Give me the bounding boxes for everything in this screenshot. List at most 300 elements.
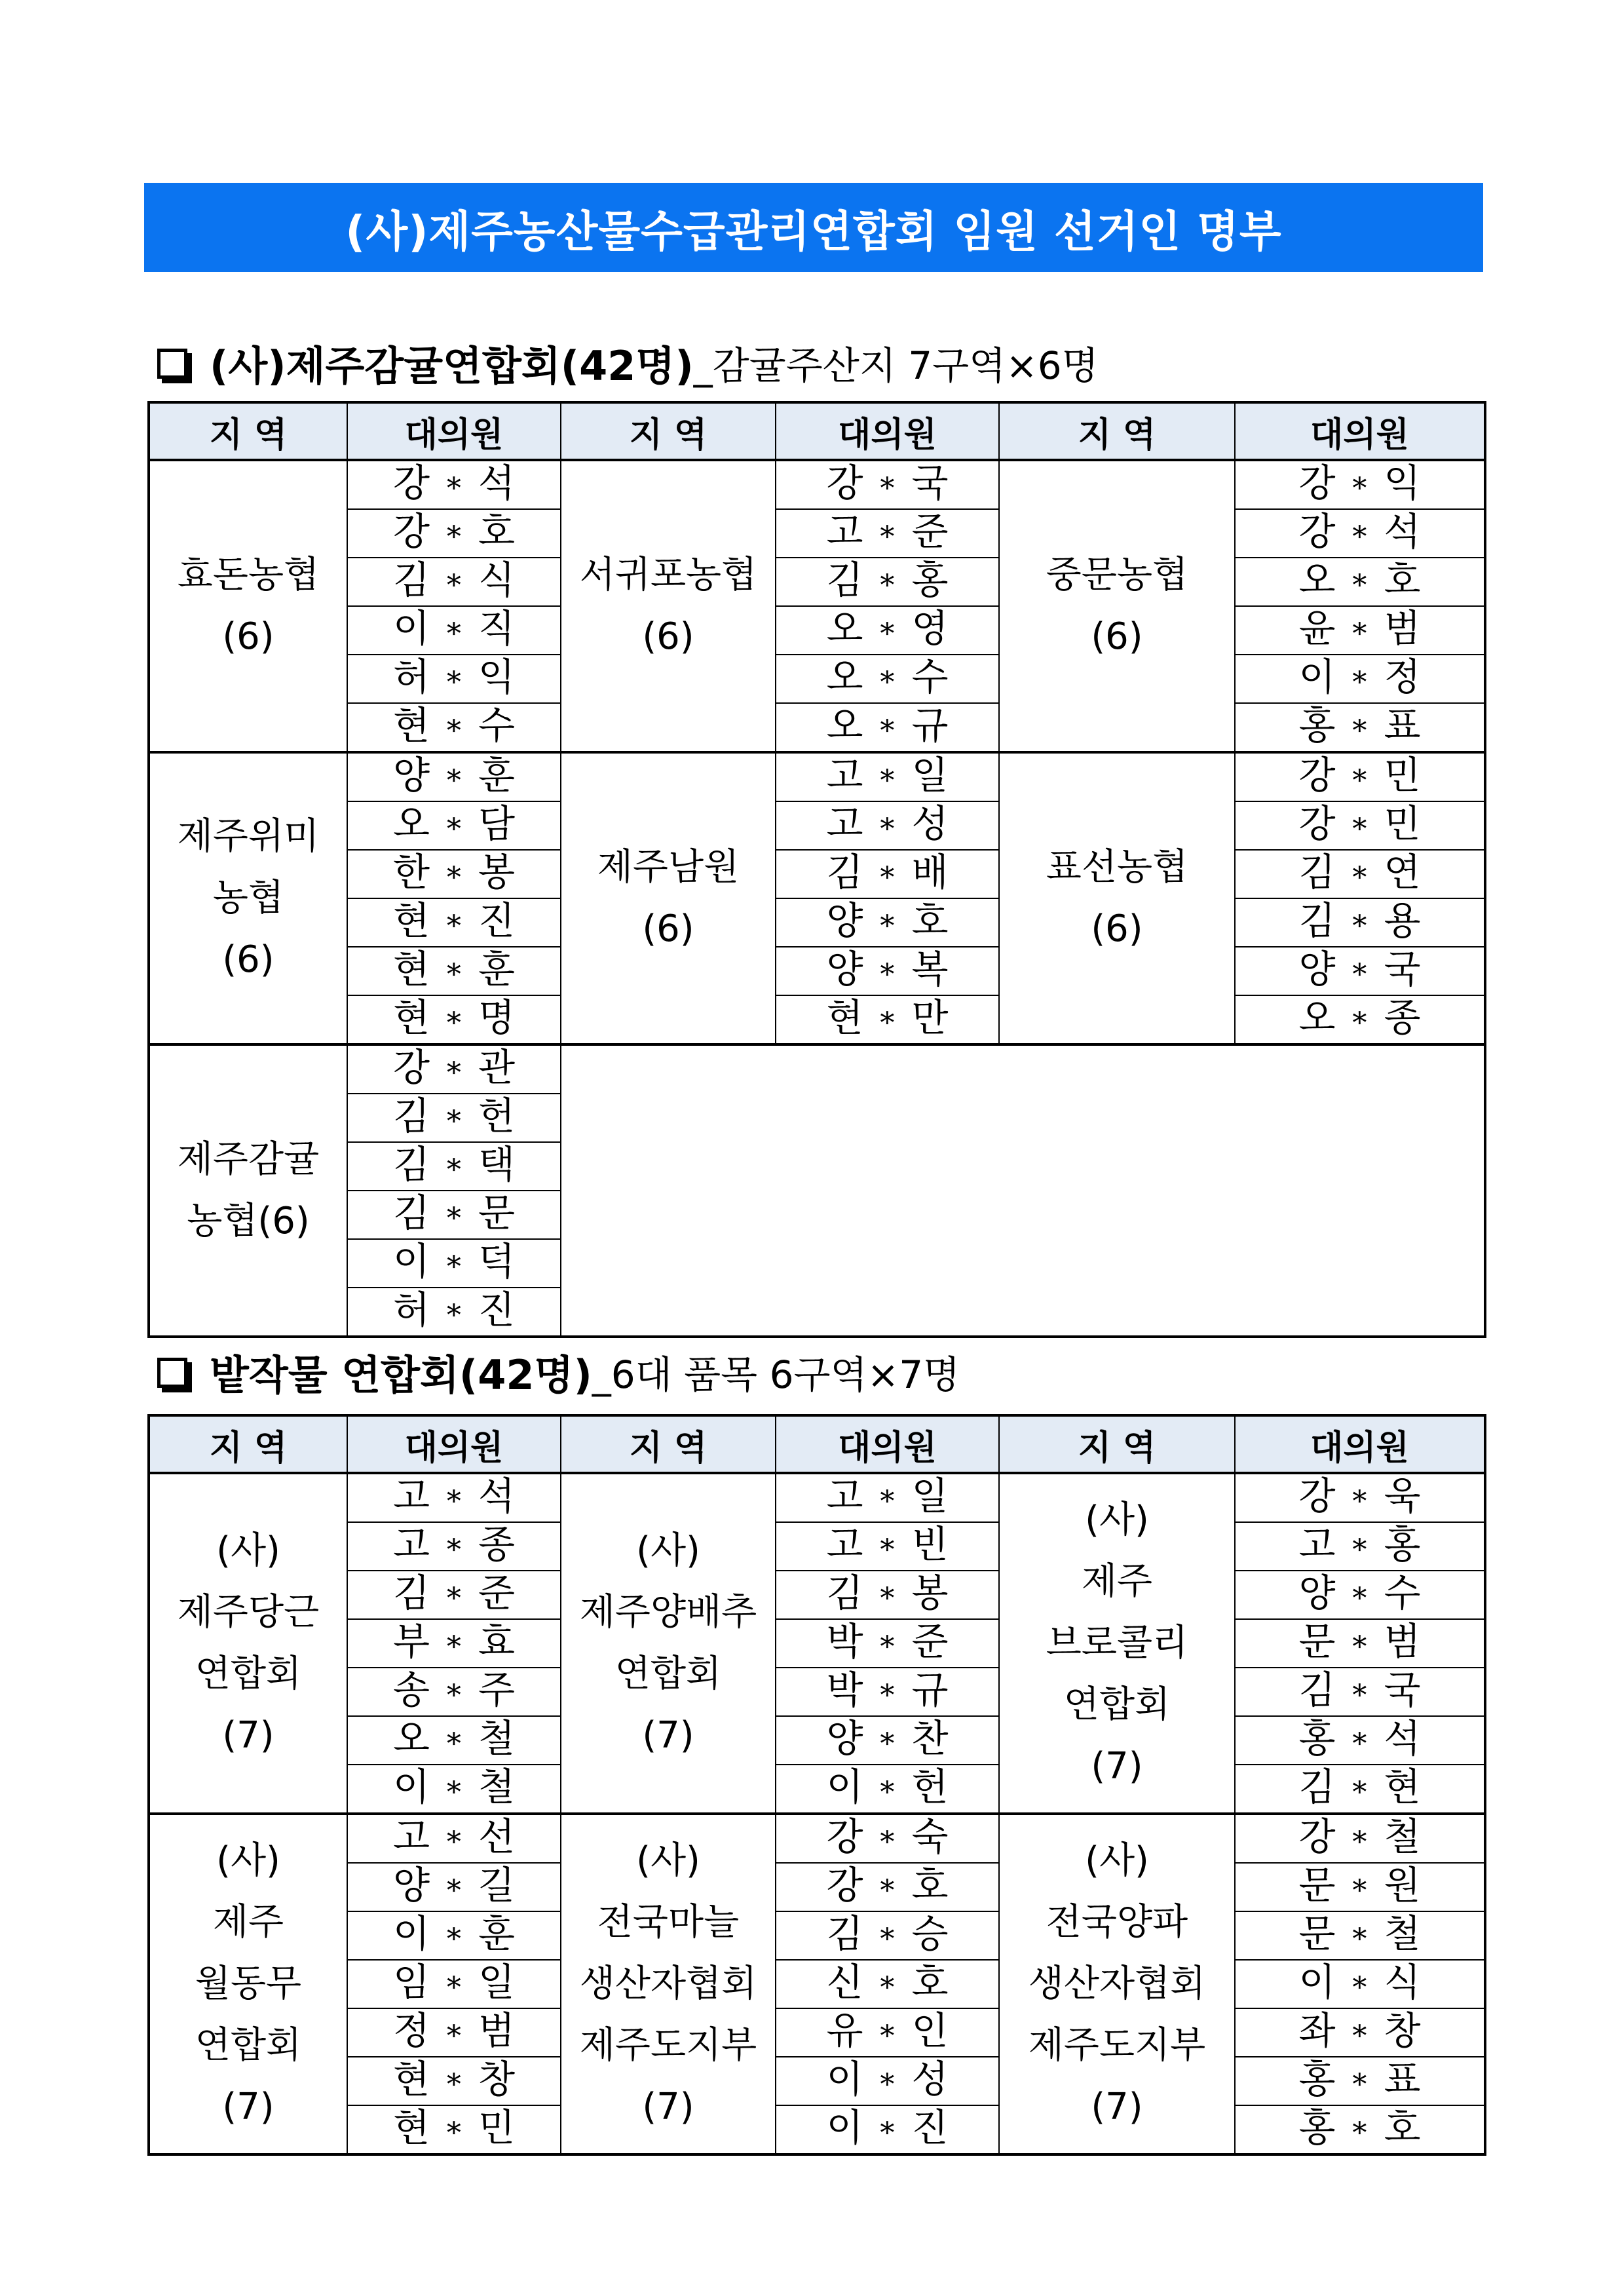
header-region: 지 역 bbox=[149, 1415, 347, 1473]
delegate-surname: 고 bbox=[393, 1814, 430, 1859]
masked-character: ∗ bbox=[1350, 1721, 1370, 1755]
section2-header-row bbox=[149, 1415, 1485, 1473]
delegate-name-cell bbox=[1235, 1863, 1485, 1911]
delegate-given-char: 익 bbox=[1384, 461, 1421, 505]
delegate-given-char: 훈 bbox=[478, 753, 515, 797]
delegate-surname: 신 bbox=[826, 1960, 863, 2004]
delegate-given-char: 관 bbox=[478, 1045, 515, 1090]
masked-character: ∗ bbox=[877, 1965, 897, 1999]
delegate-given-char: 진 bbox=[478, 1288, 515, 1332]
header-delegates: 대의원 bbox=[1235, 402, 1485, 460]
region-label-line: 농협(6) bbox=[187, 1200, 310, 1242]
document-title: (사)제주농산물수급관리연합회 임원 선거인 명부 bbox=[144, 183, 1483, 272]
delegate-name-cell bbox=[776, 1716, 999, 1765]
masked-character: ∗ bbox=[1350, 2111, 1370, 2144]
table-row bbox=[149, 1960, 1485, 2008]
delegate-name-cell bbox=[776, 1522, 999, 1571]
region-label-line: (6) bbox=[222, 615, 274, 658]
delegate-surname: 홍 bbox=[1298, 1716, 1336, 1761]
delegate-given-char: 성 bbox=[911, 2057, 949, 2101]
delegate-name-cell bbox=[1235, 2057, 1485, 2105]
table-row bbox=[149, 1044, 1485, 1094]
masked-character: ∗ bbox=[444, 1965, 464, 1999]
delegate-name-cell bbox=[347, 1239, 561, 1288]
region-label-line: (7) bbox=[642, 2086, 694, 2128]
masked-character: ∗ bbox=[1350, 807, 1370, 840]
masked-character: ∗ bbox=[877, 855, 897, 889]
delegate-surname: 현 bbox=[826, 995, 863, 1040]
delegate-given-char: 헌 bbox=[478, 1094, 515, 1138]
table-row bbox=[149, 1619, 1485, 1668]
delegate-surname: 오 bbox=[1298, 995, 1336, 1040]
delegate-surname: 박 bbox=[826, 1619, 863, 1664]
delegate-given-char: 문 bbox=[478, 1191, 515, 1235]
region-label-line: (사) bbox=[1085, 1839, 1149, 1882]
masked-character: ∗ bbox=[1350, 855, 1370, 889]
table-row bbox=[149, 1716, 1485, 1765]
masked-character: ∗ bbox=[444, 708, 464, 742]
table-row bbox=[149, 655, 1485, 703]
delegate-given-char: 효 bbox=[478, 1619, 515, 1664]
delegate-surname: 양 bbox=[393, 753, 430, 797]
region-label-line: (6) bbox=[1091, 615, 1143, 658]
delegate-given-char: 수 bbox=[1384, 1571, 1421, 1615]
table-row bbox=[149, 1522, 1485, 1571]
delegate-name-cell bbox=[347, 1911, 561, 1960]
masked-character: ∗ bbox=[444, 563, 464, 596]
region-label-line: 제주 bbox=[1081, 1560, 1153, 1603]
delegate-surname: 양 bbox=[826, 1716, 863, 1761]
delegate-name-cell bbox=[776, 850, 999, 898]
masked-character: ∗ bbox=[444, 1099, 464, 1132]
delegate-given-char: 봉 bbox=[911, 1571, 949, 1615]
region-label-line: 서귀포농협 bbox=[579, 554, 757, 596]
delegate-given-char: 일 bbox=[911, 753, 949, 797]
masked-character: ∗ bbox=[1350, 2014, 1370, 2047]
delegate-given-char: 덕 bbox=[478, 1239, 515, 1284]
delegate-surname: 양 bbox=[826, 898, 863, 943]
section1-header-row bbox=[149, 402, 1485, 460]
delegate-surname: 김 bbox=[393, 1191, 430, 1235]
delegate-given-char: 식 bbox=[1384, 1960, 1421, 2004]
masked-character: ∗ bbox=[877, 708, 897, 742]
table-row bbox=[149, 898, 1485, 947]
region-label-line: 표선농협 bbox=[1046, 846, 1188, 889]
delegate-surname: 이 bbox=[826, 2057, 863, 2101]
delegate-surname: 강 bbox=[826, 1863, 863, 1907]
section2-heading-main: 밭작물 연합회(42명) bbox=[210, 1350, 592, 1399]
delegate-surname: 양 bbox=[1298, 947, 1336, 991]
masked-character: ∗ bbox=[444, 2062, 464, 2095]
masked-character: ∗ bbox=[1350, 466, 1370, 499]
delegate-name-cell bbox=[347, 801, 561, 850]
region-label-line: (6) bbox=[642, 615, 694, 658]
region-label-line: (7) bbox=[1091, 2086, 1143, 2128]
section1-table bbox=[147, 401, 1486, 1338]
delegate-name-cell bbox=[776, 2008, 999, 2057]
table-row bbox=[149, 703, 1485, 752]
delegate-surname: 홍 bbox=[1298, 2105, 1336, 2150]
masked-character: ∗ bbox=[877, 660, 897, 693]
table-row bbox=[149, 947, 1485, 995]
table-row bbox=[149, 850, 1485, 898]
masked-character: ∗ bbox=[1350, 514, 1370, 548]
delegate-name-cell bbox=[1235, 2008, 1485, 2057]
delegate-surname: 김 bbox=[826, 850, 863, 894]
delegate-given-char: 석 bbox=[1384, 509, 1421, 554]
delegate-name-cell bbox=[347, 850, 561, 898]
masked-character: ∗ bbox=[444, 807, 464, 840]
delegate-surname: 홍 bbox=[1298, 703, 1336, 748]
delegate-name-cell bbox=[776, 2105, 999, 2154]
region-label-line: 제주감귤 bbox=[177, 1138, 320, 1181]
table-row bbox=[149, 1668, 1485, 1716]
delegate-given-char: 국 bbox=[911, 461, 949, 505]
delegate-name-cell bbox=[347, 1522, 561, 1571]
delegate-surname: 강 bbox=[393, 461, 430, 505]
delegate-given-char: 훈 bbox=[478, 947, 515, 991]
delegate-name-cell bbox=[347, 1142, 561, 1191]
delegate-given-char: 민 bbox=[1384, 801, 1421, 846]
masked-character: ∗ bbox=[444, 1820, 464, 1853]
delegate-surname: 이 bbox=[393, 606, 430, 651]
delegate-name-cell bbox=[776, 655, 999, 703]
delegate-surname: 김 bbox=[393, 558, 430, 602]
delegate-surname: 강 bbox=[1298, 1814, 1336, 1859]
delegate-name-cell bbox=[1235, 1765, 1485, 1814]
masked-character: ∗ bbox=[444, 1673, 464, 1706]
region-label-line: 제주도지부 bbox=[1028, 2024, 1206, 2067]
delegate-surname: 김 bbox=[1298, 850, 1336, 894]
delegate-surname: 강 bbox=[1298, 801, 1336, 846]
header-region: 지 역 bbox=[999, 1415, 1235, 1473]
delegate-name-cell bbox=[776, 801, 999, 850]
delegate-name-cell bbox=[776, 1571, 999, 1619]
delegate-surname: 김 bbox=[826, 558, 863, 602]
region-label-line: 월동무 bbox=[195, 1962, 302, 2005]
region-label-line: (사) bbox=[216, 1529, 280, 1572]
delegate-name-cell bbox=[347, 1094, 561, 1142]
delegate-name-cell bbox=[1235, 1814, 1485, 1863]
delegate-surname: 고 bbox=[826, 1474, 863, 1518]
delegate-surname: 정 bbox=[393, 2008, 430, 2053]
delegate-surname: 오 bbox=[826, 606, 863, 651]
masked-character: ∗ bbox=[877, 758, 897, 792]
header-region: 지 역 bbox=[561, 1415, 776, 1473]
delegate-name-cell bbox=[776, 1473, 999, 1522]
delegate-given-char: 익 bbox=[478, 655, 515, 699]
header-region: 지 역 bbox=[561, 402, 776, 460]
delegate-surname: 강 bbox=[1298, 1474, 1336, 1518]
region-cell bbox=[149, 1814, 347, 2154]
delegate-name-cell bbox=[347, 1473, 561, 1522]
header-delegates: 대의원 bbox=[776, 1415, 999, 1473]
delegate-surname: 양 bbox=[393, 1863, 430, 1907]
section1-heading-sub: _감귤주산지 7구역×6명 bbox=[693, 343, 1099, 388]
delegate-surname: 강 bbox=[1298, 461, 1336, 505]
delegate-given-char: 명 bbox=[478, 995, 515, 1040]
delegate-surname: 김 bbox=[1298, 1765, 1336, 1809]
region-label-line: (사) bbox=[636, 1529, 700, 1572]
delegate-name-cell bbox=[1235, 1960, 1485, 2008]
delegate-given-char: 진 bbox=[478, 898, 515, 943]
delegate-given-char: 석 bbox=[1384, 1716, 1421, 1761]
table-row bbox=[149, 460, 1485, 509]
delegate-surname: 김 bbox=[826, 1571, 863, 1615]
delegate-given-char: 호 bbox=[478, 509, 515, 554]
masked-character: ∗ bbox=[444, 660, 464, 693]
delegate-surname: 현 bbox=[393, 995, 430, 1040]
delegate-surname: 강 bbox=[1298, 509, 1336, 554]
delegate-given-char: 수 bbox=[478, 703, 515, 748]
region-cell bbox=[149, 1473, 347, 1814]
delegate-name-cell bbox=[347, 1044, 561, 1094]
masked-character: ∗ bbox=[1350, 1001, 1370, 1034]
masked-character: ∗ bbox=[444, 1721, 464, 1755]
delegate-given-char: 훈 bbox=[478, 1911, 515, 1956]
table-row bbox=[149, 1571, 1485, 1619]
delegate-surname: 오 bbox=[393, 801, 430, 846]
delegate-name-cell bbox=[1235, 850, 1485, 898]
delegate-surname: 임 bbox=[393, 1960, 430, 2004]
delegate-surname: 윤 bbox=[1298, 606, 1336, 651]
region-label-line: 연합회 bbox=[614, 1653, 722, 1695]
region-cell bbox=[149, 1044, 347, 1337]
masked-character: ∗ bbox=[877, 2014, 897, 2047]
checkbox-bullet-icon bbox=[157, 1358, 187, 1388]
delegate-name-cell bbox=[1235, 1619, 1485, 1668]
section2-heading-sub: _6대 품목 6구역×7명 bbox=[592, 1352, 960, 1397]
masked-character: ∗ bbox=[1350, 1770, 1370, 1803]
masked-character: ∗ bbox=[1350, 952, 1370, 985]
region-label-line: 제주도지부 bbox=[579, 2024, 757, 2067]
delegate-surname: 강 bbox=[826, 461, 863, 505]
delegate-name-cell bbox=[1235, 898, 1485, 947]
delegate-given-char: 성 bbox=[911, 801, 949, 846]
delegate-name-cell bbox=[347, 1716, 561, 1765]
masked-character: ∗ bbox=[1350, 1527, 1370, 1561]
delegate-given-char: 일 bbox=[911, 1474, 949, 1518]
delegate-name-cell bbox=[776, 558, 999, 606]
table-row bbox=[149, 2008, 1485, 2057]
delegate-given-char: 승 bbox=[911, 1911, 949, 1956]
delegate-surname: 김 bbox=[826, 1911, 863, 1956]
delegate-given-char: 숙 bbox=[911, 1814, 949, 1859]
masked-character: ∗ bbox=[1350, 1479, 1370, 1512]
delegate-name-cell bbox=[347, 606, 561, 655]
masked-character: ∗ bbox=[444, 1050, 464, 1084]
delegate-name-cell bbox=[347, 1765, 561, 1814]
region-cell bbox=[999, 460, 1235, 752]
delegate-name-cell bbox=[347, 1863, 561, 1911]
delegate-given-char: 영 bbox=[911, 606, 949, 651]
delegate-surname: 김 bbox=[1298, 1668, 1336, 1712]
masked-character: ∗ bbox=[1350, 904, 1370, 937]
table-row bbox=[149, 1765, 1485, 1814]
delegate-given-char: 주 bbox=[478, 1668, 515, 1712]
table-row bbox=[149, 509, 1485, 558]
masked-character: ∗ bbox=[444, 952, 464, 985]
delegate-name-cell bbox=[347, 1191, 561, 1239]
delegate-given-char: 일 bbox=[478, 1960, 515, 2004]
delegate-given-char: 철 bbox=[478, 1765, 515, 1809]
delegate-given-char: 창 bbox=[1384, 2008, 1421, 2053]
delegate-name-cell bbox=[776, 606, 999, 655]
region-cell bbox=[561, 1473, 776, 1814]
delegate-name-cell bbox=[347, 509, 561, 558]
delegate-name-cell bbox=[1235, 606, 1485, 655]
masked-character: ∗ bbox=[877, 1527, 897, 1561]
delegate-surname: 허 bbox=[393, 1288, 430, 1332]
delegate-given-char: 배 bbox=[911, 850, 949, 894]
delegate-given-char: 준 bbox=[911, 1619, 949, 1664]
delegate-surname: 문 bbox=[1298, 1863, 1336, 1907]
delegate-surname: 고 bbox=[826, 509, 863, 554]
table-row bbox=[149, 1814, 1485, 1863]
region-label-line: (7) bbox=[222, 1714, 274, 1757]
delegate-name-cell bbox=[1235, 558, 1485, 606]
delegate-name-cell bbox=[776, 752, 999, 801]
region-label-line: 제주당근 bbox=[177, 1591, 320, 1634]
masked-character: ∗ bbox=[444, 514, 464, 548]
region-label-line: 연합회 bbox=[195, 1653, 302, 1695]
header-region: 지 역 bbox=[149, 402, 347, 460]
delegate-given-char: 복 bbox=[911, 947, 949, 991]
table-row bbox=[149, 558, 1485, 606]
masked-character: ∗ bbox=[877, 1770, 897, 1803]
region-label-line: (사) bbox=[636, 1839, 700, 1882]
delegate-surname: 김 bbox=[1298, 898, 1336, 943]
delegate-surname: 박 bbox=[826, 1668, 863, 1712]
masked-character: ∗ bbox=[444, 1576, 464, 1609]
delegate-name-cell bbox=[347, 1288, 561, 1337]
delegate-given-char: 국 bbox=[1384, 1668, 1421, 1712]
delegate-given-char: 직 bbox=[478, 606, 515, 651]
delegate-surname: 고 bbox=[1298, 1522, 1336, 1567]
delegate-given-char: 호 bbox=[911, 1960, 949, 2004]
delegate-surname: 현 bbox=[393, 2105, 430, 2150]
delegate-name-cell bbox=[776, 947, 999, 995]
delegate-given-char: 현 bbox=[1384, 1765, 1421, 1809]
delegate-given-char: 민 bbox=[478, 2105, 515, 2150]
region-cell bbox=[999, 1473, 1235, 1814]
delegate-given-char: 표 bbox=[1384, 703, 1421, 748]
delegate-name-cell bbox=[776, 2057, 999, 2105]
delegate-name-cell bbox=[1235, 801, 1485, 850]
masked-character: ∗ bbox=[444, 758, 464, 792]
delegate-given-char: 규 bbox=[911, 1668, 949, 1712]
header-delegates: 대의원 bbox=[347, 1415, 561, 1473]
delegate-name-cell bbox=[1235, 1473, 1485, 1522]
masked-character: ∗ bbox=[877, 2111, 897, 2144]
delegate-surname: 김 bbox=[393, 1142, 430, 1187]
delegate-given-char: 철 bbox=[1384, 1911, 1421, 1956]
delegate-given-char: 홍 bbox=[1384, 1522, 1421, 1567]
region-label-line: (7) bbox=[1091, 1745, 1143, 1788]
delegate-name-cell bbox=[776, 995, 999, 1044]
delegate-name-cell bbox=[1235, 752, 1485, 801]
region-cell bbox=[149, 460, 347, 752]
delegate-given-char: 선 bbox=[478, 1814, 515, 1859]
delegate-given-char: 길 bbox=[478, 1863, 515, 1907]
masked-character: ∗ bbox=[1350, 660, 1370, 693]
masked-character: ∗ bbox=[444, 1196, 464, 1229]
delegate-name-cell bbox=[347, 1814, 561, 1863]
delegate-given-char: 준 bbox=[478, 1571, 515, 1615]
delegate-given-char: 봉 bbox=[478, 850, 515, 894]
header-delegates: 대의원 bbox=[347, 402, 561, 460]
delegate-name-cell bbox=[776, 1668, 999, 1716]
delegate-name-cell bbox=[347, 2057, 561, 2105]
delegate-surname: 한 bbox=[393, 850, 430, 894]
delegate-surname: 고 bbox=[826, 801, 863, 846]
delegate-surname: 이 bbox=[393, 1911, 430, 1956]
delegate-surname: 좌 bbox=[1298, 2008, 1336, 2053]
delegate-name-cell bbox=[347, 1960, 561, 2008]
delegate-surname: 송 bbox=[393, 1668, 430, 1712]
delegate-given-char: 담 bbox=[478, 801, 515, 846]
masked-character: ∗ bbox=[1350, 758, 1370, 792]
masked-character: ∗ bbox=[444, 904, 464, 937]
delegate-name-cell bbox=[347, 2008, 561, 2057]
masked-character: ∗ bbox=[1350, 563, 1370, 596]
delegate-surname: 고 bbox=[826, 753, 863, 797]
delegate-given-char: 헌 bbox=[911, 1765, 949, 1809]
delegate-name-cell bbox=[1235, 995, 1485, 1044]
delegate-given-char: 식 bbox=[478, 558, 515, 602]
masked-character: ∗ bbox=[877, 1820, 897, 1853]
region-cell bbox=[149, 752, 347, 1044]
section1-heading bbox=[157, 333, 1099, 392]
masked-character: ∗ bbox=[877, 904, 897, 937]
delegate-given-char: 호 bbox=[1384, 558, 1421, 602]
section2-table bbox=[147, 1414, 1486, 2156]
masked-character: ∗ bbox=[444, 1624, 464, 1658]
delegate-given-char: 호 bbox=[911, 1863, 949, 1907]
delegate-given-char: 욱 bbox=[1384, 1474, 1421, 1518]
masked-character: ∗ bbox=[877, 1917, 897, 1950]
region-label-line: 효돈농협 bbox=[177, 554, 320, 596]
delegate-given-char: 용 bbox=[1384, 898, 1421, 943]
masked-character: ∗ bbox=[1350, 611, 1370, 645]
table-row bbox=[149, 2105, 1485, 2154]
delegate-surname: 고 bbox=[826, 1522, 863, 1567]
delegate-given-char: 준 bbox=[911, 509, 949, 554]
delegate-surname: 강 bbox=[826, 1814, 863, 1859]
region-label-line: 연합회 bbox=[1063, 1683, 1171, 1726]
masked-character: ∗ bbox=[877, 1673, 897, 1706]
delegate-given-char: 범 bbox=[1384, 606, 1421, 651]
delegate-name-cell bbox=[776, 1619, 999, 1668]
table-row bbox=[149, 606, 1485, 655]
masked-character: ∗ bbox=[444, 2111, 464, 2144]
delegate-name-cell bbox=[776, 1911, 999, 1960]
section2-heading bbox=[157, 1342, 960, 1401]
masked-character: ∗ bbox=[877, 2062, 897, 2095]
masked-character: ∗ bbox=[444, 2014, 464, 2047]
masked-character: ∗ bbox=[444, 1868, 464, 1902]
delegate-surname: 오 bbox=[826, 703, 863, 748]
masked-character: ∗ bbox=[877, 1721, 897, 1755]
delegate-name-cell bbox=[1235, 1571, 1485, 1619]
table-row bbox=[149, 1911, 1485, 1960]
region-label-line: 제주 bbox=[212, 1901, 284, 1943]
delegate-name-cell bbox=[347, 898, 561, 947]
region-label-line: 제주위미 bbox=[177, 815, 320, 858]
delegate-name-cell bbox=[1235, 1716, 1485, 1765]
delegate-given-char: 종 bbox=[1384, 995, 1421, 1040]
delegate-surname: 고 bbox=[393, 1522, 430, 1567]
